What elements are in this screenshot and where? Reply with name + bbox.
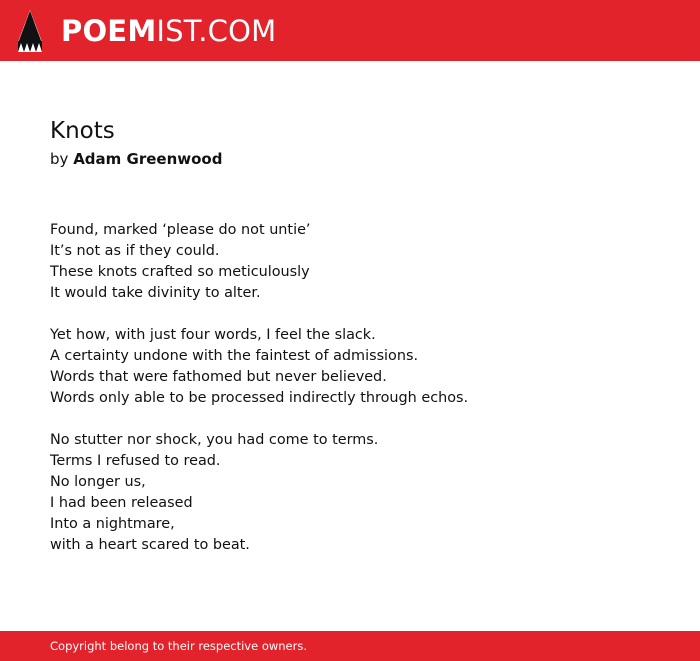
- poem-line: It’s not as if they could.: [50, 243, 220, 259]
- poem-line: Found, marked ‘please do not untie’: [50, 222, 311, 238]
- pencil-tip-icon: [18, 10, 42, 52]
- copyright-notice: Copyright belong to their respective owners.: [50, 639, 308, 653]
- poem-title: Knots: [50, 118, 115, 144]
- poem-byline: [50, 148, 670, 170]
- poem-line: I had been released: [50, 495, 193, 511]
- logo-wordmark-light: IST.COM: [156, 14, 277, 48]
- poem-line: with a heart scared to beat.: [50, 537, 250, 553]
- poem-stanza-3: [50, 430, 670, 556]
- poem-line: Into a nightmare,: [50, 516, 175, 532]
- poem-line: No longer us,: [50, 474, 146, 490]
- logo-wordmark: [61, 10, 276, 52]
- logo-wordmark-bold: POEM: [61, 14, 157, 48]
- poem-author: Adam Greenwood: [73, 150, 223, 168]
- poem-stanza-2: [50, 325, 670, 409]
- poem-body: [50, 220, 670, 556]
- site-header: [0, 0, 700, 61]
- poem-line: Terms I refused to read.: [50, 453, 221, 469]
- poem-line: No stutter nor shock, you had come to terms.: [50, 432, 379, 448]
- byline-label: by: [50, 150, 69, 168]
- poem-stanza-1: [50, 220, 670, 304]
- poem-line: These knots crafted so meticulously: [50, 264, 310, 280]
- site-footer: [0, 631, 700, 661]
- poem-content: [50, 116, 670, 577]
- poem-line: Words that were fathomed but never believed.: [50, 369, 387, 385]
- poem-line: It would take divinity to alter.: [50, 285, 261, 301]
- site-logo[interactable]: [18, 10, 276, 52]
- poem-line: Yet how, with just four words, I feel the slack.: [50, 327, 376, 343]
- poem-line: A certainty undone with the faintest of admissions.: [50, 348, 419, 364]
- poem-line: Words only able to be processed indirectly through echos.: [50, 390, 469, 406]
